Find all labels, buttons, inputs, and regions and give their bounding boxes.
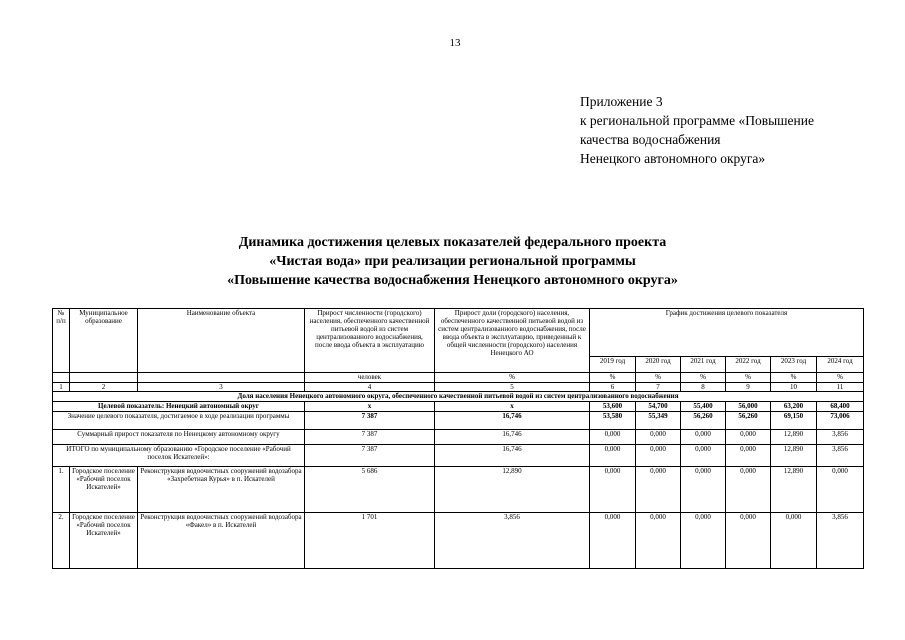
summary-value: 56,000: [726, 402, 771, 412]
row-value: 0,000: [636, 513, 681, 569]
header-num: № п/п: [53, 309, 70, 373]
row-num: 1.: [53, 467, 70, 513]
header-year: 2020 год: [636, 357, 681, 373]
column-number: 10: [771, 383, 817, 392]
header-year: 2023 год: [771, 357, 817, 373]
summary-value: 0,000: [590, 445, 636, 467]
row-value: 0,000: [771, 513, 817, 569]
indicators-table: [52, 308, 864, 569]
row-num: 2.: [53, 513, 70, 569]
summary-population: 7 387: [305, 412, 435, 430]
summary-population: 7 387: [305, 445, 435, 467]
appendix-line: Ненецкого автономного округа»: [580, 151, 766, 166]
column-numbers-row: [53, 383, 864, 392]
column-number: 9: [726, 383, 771, 392]
column-number: 11: [817, 383, 864, 392]
row-value: 12,890: [771, 467, 817, 513]
summary-share: 16,746: [435, 430, 590, 445]
summary-value: 56,260: [726, 412, 771, 430]
summary-value: 53,580: [590, 412, 636, 430]
title-line: «Повышение качества водоснабжения Ненецкого автономного округа»: [227, 273, 678, 288]
appendix-note: [580, 92, 814, 168]
column-number: 3: [138, 383, 305, 392]
header-schedule: График достижения целевого показателя: [590, 309, 864, 357]
summary-value: 0,000: [726, 430, 771, 445]
appendix-line: к региональной программе «Повышение: [580, 113, 814, 128]
summary-value: 56,260: [681, 412, 726, 430]
unit-year: %: [726, 373, 771, 383]
unit-cell: [53, 373, 70, 383]
title-line: Динамика достижения целевых показателей федерального проекта: [238, 235, 667, 250]
row-municipality: Городское поселение «Рабочий поселок Искателей»: [70, 513, 138, 569]
summary-value: 12,890: [771, 445, 817, 467]
summary-value: 53,600: [590, 402, 636, 412]
summary-label: ИТОГО по муниципальному образованию «Городское поселение «Рабочий поселок Искателей»:: [53, 445, 305, 467]
summary-value: 63,200: [771, 402, 817, 412]
units-row: [53, 373, 864, 383]
summary-label: Суммарный прирост показателя по Ненецкому автономному округу: [53, 430, 305, 445]
header-year: 2021 год: [681, 357, 726, 373]
summary-value: 3,856: [817, 445, 864, 467]
row-population: 5 686: [305, 467, 435, 513]
header-municipality: Муниципальное образование: [70, 309, 138, 373]
column-number: 1: [53, 383, 70, 392]
summary-value: 12,890: [771, 430, 817, 445]
unit-year: %: [681, 373, 726, 383]
unit-population: человек: [305, 373, 435, 383]
header-share-growth: Прирост доли (городского) населения, обеспеченного качественной питьевой водой из систем централизованного водоснабжения, после ввода объекта в эксплуатацию, приведенный к общей численности (городского) населения Ненецкого АО: [435, 309, 590, 373]
row-value: 0,000: [726, 467, 771, 513]
row-municipality: Городское поселение «Рабочий поселок Искателей»: [70, 467, 138, 513]
title-line: «Чистая вода» при реализации региональной программы: [269, 254, 636, 269]
document-title: [180, 233, 725, 290]
table-row: [53, 467, 864, 513]
unit-year: %: [771, 373, 817, 383]
summary-value: 55,400: [681, 402, 726, 412]
summary-value: 73,006: [817, 412, 864, 430]
header-year: 2024 год: [817, 357, 864, 373]
summary-value: 0,000: [636, 430, 681, 445]
column-number: 8: [681, 383, 726, 392]
row-value: 0,000: [590, 513, 636, 569]
summary-share: 16,746: [435, 445, 590, 467]
column-number: 5: [435, 383, 590, 392]
row-value: 0,000: [590, 467, 636, 513]
row-object: Реконструкция водоочистных сооружений водозабора «Факел» в п. Искателей: [138, 513, 305, 569]
summary-population: x: [305, 402, 435, 412]
appendix-line: качества водоснабжения: [580, 132, 721, 147]
summary-value: 0,000: [636, 445, 681, 467]
table-row: [53, 513, 864, 569]
summary-value: 0,000: [726, 445, 771, 467]
header-object: Наименование объекта: [138, 309, 305, 373]
section-row: [53, 392, 864, 402]
unit-percent: %: [435, 373, 590, 383]
summary-value: 68,400: [817, 402, 864, 412]
summary-value: 3,856: [817, 430, 864, 445]
summary-row-municipality-total: [53, 445, 864, 467]
column-number: 7: [636, 383, 681, 392]
summary-share: x: [435, 402, 590, 412]
summary-population: 7 387: [305, 430, 435, 445]
header-row: [53, 309, 864, 357]
row-value: 0,000: [636, 467, 681, 513]
summary-value: 54,700: [636, 402, 681, 412]
summary-row-total-growth: [53, 430, 864, 445]
header-population-growth: Прирост численности (городского) населения, обеспеченного качественной питьевой водой из систем централизованного водоснабжения, после ввода объекта в эксплуатацию: [305, 309, 435, 373]
summary-value: 55,349: [636, 412, 681, 430]
row-object: Реконструкция водоочистных сооружений водозабора «Захребетная Курья» в п. Искателей: [138, 467, 305, 513]
column-number: 4: [305, 383, 435, 392]
column-number: 2: [70, 383, 138, 392]
summary-share: 16,746: [435, 412, 590, 430]
summary-label: Целевой показатель: Ненецкий автономный округ: [53, 402, 305, 412]
unit-cell: [70, 373, 138, 383]
summary-row-achieved: [53, 412, 864, 430]
header-year: 2019 год: [590, 357, 636, 373]
row-share: 3,856: [435, 513, 590, 569]
row-value: 0,000: [726, 513, 771, 569]
unit-year: %: [817, 373, 864, 383]
summary-label: Значение целевого показателя, достигаемое в ходе реализации программы: [53, 412, 305, 430]
row-value: 0,000: [681, 513, 726, 569]
page-number: 13: [449, 37, 461, 49]
summary-row-target: [53, 402, 864, 412]
header-year: 2022 год: [726, 357, 771, 373]
unit-year: %: [636, 373, 681, 383]
unit-cell: [138, 373, 305, 383]
summary-value: 0,000: [590, 430, 636, 445]
row-population: 1 701: [305, 513, 435, 569]
section-title: Доля населения Ненецкого автономного округа, обеспеченного качественной питьевой водой из систем централизованного водоснабжения: [53, 392, 864, 402]
column-number: 6: [590, 383, 636, 392]
row-share: 12,890: [435, 467, 590, 513]
summary-value: 0,000: [681, 445, 726, 467]
summary-value: 0,000: [681, 430, 726, 445]
row-value: 0,000: [681, 467, 726, 513]
appendix-line: Приложение 3: [580, 94, 663, 109]
row-value: 0,000: [817, 467, 864, 513]
unit-year: %: [590, 373, 636, 383]
summary-value: 69,150: [771, 412, 817, 430]
row-value: 3,856: [817, 513, 864, 569]
